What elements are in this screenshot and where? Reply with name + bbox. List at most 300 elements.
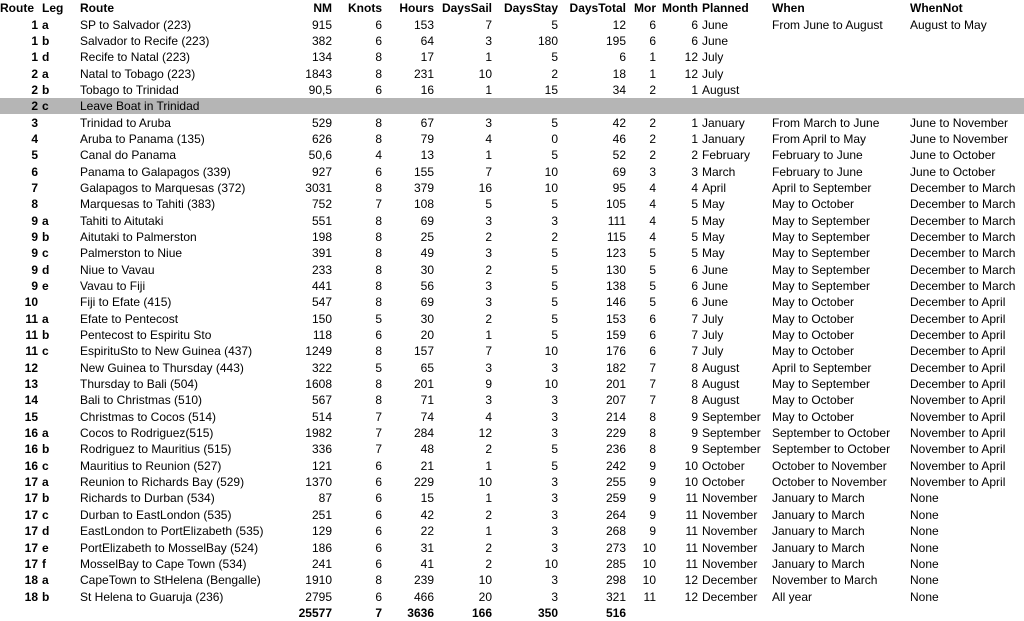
cell-when: April to September (772, 360, 872, 375)
cell-nm: 927 (311, 164, 332, 179)
cell-mor: 11 (643, 589, 656, 604)
cell-when (768, 33, 906, 49)
cell-mor: 10 (642, 556, 656, 571)
cell-leg: a (42, 17, 49, 32)
cell-nm: 186 (311, 540, 332, 555)
cell-planned: May (702, 213, 725, 228)
cell-nm: 1910 (305, 573, 332, 588)
cell-route-number: 2 (0, 98, 42, 114)
cell-whennot: December to March (910, 180, 1016, 195)
cell-knots: 7 (375, 197, 382, 212)
table-row (0, 33, 1024, 49)
table-row (0, 376, 1024, 392)
cell-planned: August (702, 82, 740, 97)
cell-leg: a (42, 213, 49, 228)
cell-knots: 8 (375, 66, 382, 81)
cell-daysstay: 15 (544, 82, 558, 97)
table-row (0, 65, 1024, 81)
table-row (0, 294, 1024, 310)
cell-mor: 8 (649, 426, 656, 441)
cell-nm: 241 (311, 556, 332, 571)
cell-month: 1 (691, 115, 698, 130)
cell-leg: b (42, 589, 50, 604)
cell-mor: 2 (649, 148, 656, 163)
cell-leg: e (42, 540, 49, 555)
cell-hours: 69 (420, 213, 434, 228)
cell-mor: 9 (649, 524, 656, 539)
cell-dayssail: 2 (485, 556, 492, 571)
cell-when: May to October (772, 328, 855, 343)
cell-daystotal: 298 (605, 573, 626, 588)
cell-mor: 9 (649, 507, 656, 522)
cell-nm: 90,5 (308, 82, 332, 97)
cell-whennot: None (910, 491, 939, 506)
cell-route-number: 9 (31, 229, 38, 244)
table-row (0, 311, 1024, 327)
cell-when: September to October (772, 442, 891, 457)
cell-hours: 15 (420, 491, 434, 506)
totals-blank (626, 605, 656, 621)
cell-when: May to October (772, 197, 855, 212)
cell-knots: 5 (375, 311, 382, 326)
cell-daystotal: 115 (606, 229, 626, 244)
cell-route: Aruba to Panama (135) (80, 131, 205, 146)
cell-dayssail: 3 (485, 393, 492, 408)
cell-route: New Guinea to Thursday (443) (80, 360, 244, 375)
cell-month: 12 (684, 589, 698, 604)
cell-mor: 9 (649, 475, 656, 490)
cell-daysstay: 5 (551, 197, 558, 212)
cell-month: 4 (691, 180, 698, 195)
table-row (0, 392, 1024, 408)
cell-month: 11 (685, 556, 698, 571)
cell-month: 3 (691, 164, 698, 179)
cell-route: Aitutaki to Palmerston (80, 229, 197, 244)
cell-nm: 233 (311, 262, 332, 277)
cell-mor: 9 (649, 491, 656, 506)
cell-leg: c (42, 507, 49, 522)
cell-month: 6 (691, 262, 698, 277)
cell-daysstay: 5 (551, 279, 558, 294)
table-row (0, 245, 1024, 261)
cell-daysstay: 5 (551, 262, 558, 277)
cell-route-number: 7 (31, 180, 38, 195)
cell-route: Vavau to Fiji (80, 279, 146, 294)
cell-knots: 6 (375, 524, 382, 539)
cell-planned: June (702, 279, 729, 294)
cell-whennot: November to April (910, 409, 1006, 424)
cell-route: Mauritius to Reunion (527) (80, 458, 222, 473)
cell-leg: d (42, 50, 50, 65)
cell-nm: 567 (311, 393, 332, 408)
cell-mor: 7 (649, 360, 656, 375)
cell-knots: 6 (375, 164, 382, 179)
cell-month: 11 (685, 491, 698, 506)
cell-daysstay: 3 (551, 573, 558, 588)
cell-leg: a (42, 426, 49, 441)
cell-knots: 6 (375, 17, 382, 32)
cell-route: Durban to EastLondon (535) (80, 507, 232, 522)
cell-when: January to March (772, 556, 865, 571)
cell-knots: 6 (375, 328, 382, 343)
cell-mor: 5 (649, 246, 656, 261)
cell-whennot (906, 33, 1024, 49)
cell-month: 7 (691, 311, 698, 326)
cell-hours: 41 (420, 556, 434, 571)
cell-nm: 1608 (305, 377, 332, 392)
table-row (0, 327, 1024, 343)
cell-month: 8 (691, 360, 698, 375)
cell-route: Marquesas to Tahiti (383) (80, 197, 216, 212)
cell-daysstay: 10 (544, 556, 558, 571)
cell-nm: 118 (312, 328, 332, 343)
cell-nm: 2795 (305, 589, 332, 604)
cell-mor: 7 (649, 377, 656, 392)
cell-route-number: 14 (24, 393, 38, 408)
cell-nm: 382 (311, 33, 332, 48)
cell-daysstay: 3 (551, 393, 558, 408)
cell-when (768, 82, 906, 98)
cell-nm: 87 (318, 491, 332, 506)
header-row (0, 0, 1024, 16)
table-row (0, 114, 1024, 130)
cell-month: 10 (684, 475, 698, 490)
cell-daysstay: 10 (544, 377, 558, 392)
cell-planned (698, 98, 768, 114)
header-leg: Leg (42, 1, 64, 16)
cell-nm: 251 (311, 507, 332, 522)
cell-route-number: 17 (24, 475, 38, 490)
cell-daysstay: 10 (544, 164, 558, 179)
cell-when: May to October (772, 393, 855, 408)
cell-knots: 6 (375, 589, 382, 604)
cell-knots: 8 (375, 377, 382, 392)
cell-dayssail: 2 (485, 442, 492, 457)
cell-planned: June (702, 17, 729, 32)
cell-knots: 7 (375, 409, 382, 424)
cell-planned: August (702, 377, 740, 392)
cell-daystotal: 95 (612, 180, 626, 195)
cell-hours: 65 (420, 360, 434, 375)
cell-daysstay: 5 (551, 311, 558, 326)
cell-hours: 153 (413, 17, 434, 32)
cell-daysstay: 3 (551, 360, 558, 375)
cell-daystotal: 176 (605, 344, 626, 359)
cell-when: From April to May (772, 131, 867, 146)
cell-mor: 4 (649, 180, 656, 195)
cell-mor: 8 (649, 409, 656, 424)
cell-planned: June (702, 295, 729, 310)
cell-nm: 336 (311, 442, 332, 457)
cell-hours: 155 (413, 164, 434, 179)
cell-route-number: 4 (31, 131, 38, 146)
total-daysstay: 350 (537, 605, 558, 620)
cell-nm: 547 (311, 295, 332, 310)
cell-whennot: November to April (910, 458, 1006, 473)
cell-daystotal: 182 (605, 360, 626, 375)
cell-when: May to October (772, 295, 855, 310)
cell-daysstay: 10 (544, 344, 558, 359)
cell-knots: 6 (375, 475, 382, 490)
totals-blank (698, 605, 768, 621)
cell-dayssail: 3 (485, 246, 492, 261)
cell-whennot: November to April (910, 426, 1006, 441)
cell-nm: 129 (311, 524, 332, 539)
total-dayssail: 166 (471, 605, 492, 620)
cell-daystotal: 321 (605, 589, 626, 604)
cell-route-number: 13 (24, 377, 38, 392)
cell-route: MosselBay to Cape Town (534) (80, 556, 247, 571)
cell-planned: May (702, 197, 725, 212)
cell-month: 5 (691, 213, 698, 228)
cell-nm: 1982 (305, 426, 332, 441)
cell-planned: October (702, 458, 745, 473)
cell-whennot: December to March (910, 246, 1016, 261)
cell-nm: 391 (311, 246, 332, 261)
table-row (0, 278, 1024, 294)
cell-when: January to March (772, 540, 865, 555)
cell-daystotal: 264 (605, 507, 626, 522)
cell-nm: 1370 (305, 475, 332, 490)
cell-dayssail: 7 (485, 17, 492, 32)
table-row (0, 490, 1024, 506)
cell-leg (42, 180, 74, 196)
cell-planned: February (702, 148, 751, 163)
cell-planned: July (702, 344, 724, 359)
totals-blank (42, 605, 74, 621)
cell-dayssail: 7 (485, 164, 492, 179)
cell-mor: 6 (649, 328, 656, 343)
cell-month: 2 (691, 148, 698, 163)
cell-route: Salvador to Recife (223) (80, 33, 210, 48)
table-row (0, 409, 1024, 425)
cell-hours: 13 (420, 148, 434, 163)
cell-whennot: August to May (910, 17, 987, 32)
cell-leg: a (42, 573, 49, 588)
cell-knots: 5 (375, 360, 382, 375)
cell-daysstay: 180 (537, 33, 558, 48)
cell-hours: 71 (420, 393, 434, 408)
table-row (0, 360, 1024, 376)
cell-month: 6 (691, 279, 698, 294)
cell-route: Canal do Panama (80, 148, 177, 163)
cell-daystotal: 138 (605, 279, 626, 294)
cell-daystotal: 34 (612, 82, 626, 97)
table-row-highlighted (0, 98, 1024, 114)
cell-mor: 2 (649, 82, 656, 97)
cell-nm: 1249 (305, 344, 332, 359)
cell-daystotal: 214 (605, 409, 626, 424)
cell-when (768, 98, 906, 114)
cell-daysstay: 3 (551, 475, 558, 490)
cell-knots: 6 (375, 507, 382, 522)
cell-month (656, 98, 698, 114)
header-knots: Knots (348, 1, 382, 16)
cell-route: PortElizabeth to MosselBay (524) (80, 540, 259, 555)
cell-planned: September (702, 426, 761, 441)
cell-dayssail: 1 (485, 82, 492, 97)
cell-nm (284, 98, 332, 114)
cell-daysstay: 10 (544, 180, 558, 195)
cell-hours: 20 (420, 328, 434, 343)
cell-mor: 10 (642, 540, 656, 555)
cell-knots: 6 (375, 491, 382, 506)
cell-month: 5 (691, 246, 698, 261)
cell-nm: 322 (311, 360, 332, 375)
cell-when: From June to August (772, 17, 883, 32)
header-mor: Mor (634, 1, 656, 16)
cell-whennot: December to April (910, 360, 1006, 375)
cell-daysstay: 5 (551, 246, 558, 261)
cell-dayssail: 1 (485, 50, 492, 65)
cell-whennot: None (910, 507, 939, 522)
cell-whennot (906, 65, 1024, 81)
totals-blank (74, 605, 284, 621)
cell-month: 6 (691, 295, 698, 310)
cell-route: SP to Salvador (223) (80, 17, 192, 32)
cell-dayssail: 3 (485, 279, 492, 294)
cell-whennot: December to April (910, 344, 1006, 359)
cell-leg: a (42, 311, 49, 326)
cell-whennot: December to April (910, 377, 1006, 392)
cell-mor: 2 (649, 115, 656, 130)
cell-route: EspirituSto to New Guinea (437) (80, 344, 253, 359)
cell-month: 12 (684, 66, 698, 81)
cell-route-number: 15 (24, 409, 38, 424)
cell-month: 8 (691, 393, 698, 408)
cell-dayssail: 2 (485, 229, 492, 244)
cell-planned: December (702, 589, 758, 604)
cell-whennot: December to March (910, 213, 1016, 228)
cell-daysstay: 3 (551, 507, 558, 522)
cell-daystotal: 229 (605, 426, 626, 441)
cell-whennot (906, 98, 1024, 114)
cell-dayssail: 1 (485, 328, 492, 343)
cell-leg: c (42, 98, 74, 114)
cell-month: 9 (691, 409, 698, 424)
cell-daysstay: 3 (551, 491, 558, 506)
cell-route: Panama to Galapagos (339) (80, 164, 231, 179)
cell-daysstay: 5 (551, 328, 558, 343)
cell-dayssail: 2 (485, 262, 492, 277)
cell-when: May to October (772, 344, 855, 359)
cell-whennot (906, 82, 1024, 98)
cell-route: Rodriguez to Mauritius (515) (80, 442, 232, 457)
cell-whennot: December to March (910, 262, 1016, 277)
cell-whennot: November to April (910, 442, 1006, 457)
cell-dayssail: 1 (485, 458, 492, 473)
cell-when: October to November (772, 458, 887, 473)
cell-knots: 6 (375, 458, 382, 473)
cell-hours: 231 (413, 66, 434, 81)
cell-leg: e (42, 279, 49, 294)
cell-daystotal: 195 (605, 33, 626, 48)
cell-whennot: December to April (910, 328, 1006, 343)
table-row (0, 180, 1024, 196)
total-nm: 25577 (298, 605, 332, 620)
cell-route-number: 18 (24, 589, 38, 604)
cell-when: May to September (772, 229, 871, 244)
cell-leg (42, 360, 74, 376)
cell-daystotal: 242 (605, 458, 626, 473)
cell-leg (42, 376, 74, 392)
cell-route: Thursday to Bali (504) (80, 377, 199, 392)
cell-mor: 6 (649, 17, 656, 32)
cell-planned: November (702, 491, 758, 506)
cell-daystotal: 268 (605, 524, 626, 539)
cell-daysstay (492, 98, 558, 114)
cell-route: Christmas to Cocos (514) (80, 409, 217, 424)
cell-dayssail: 1 (485, 524, 492, 539)
cell-mor: 6 (649, 33, 656, 48)
cell-month: 11 (685, 540, 698, 555)
cell-hours (382, 98, 434, 114)
cell-when: May to September (772, 213, 871, 228)
cell-leg: b (42, 491, 50, 506)
cell-mor: 9 (649, 458, 656, 473)
cell-hours: 379 (413, 180, 434, 195)
cell-route: Pentecost to Espiritu Sto (80, 328, 212, 343)
cell-knots: 8 (375, 213, 382, 228)
cell-daystotal: 259 (605, 491, 626, 506)
cell-daysstay: 5 (551, 115, 558, 130)
cell-route-number: 2 (31, 66, 38, 81)
cell-whennot: December to April (910, 311, 1006, 326)
cell-nm: 1843 (305, 66, 332, 81)
cell-when: February to June (772, 148, 863, 163)
cell-when: May to October (772, 311, 855, 326)
totals-blank (0, 605, 42, 621)
cell-route-number: 8 (31, 197, 38, 212)
cell-dayssail: 20 (478, 589, 492, 604)
totals-blank (768, 605, 906, 621)
cell-mor: 1 (649, 66, 656, 81)
table-row (0, 556, 1024, 572)
cell-leg (42, 114, 74, 130)
cell-planned: September (702, 409, 761, 424)
cell-route: Reunion to Richards Bay (529) (80, 475, 245, 490)
cell-when: April to September (772, 180, 872, 195)
cell-mor: 1 (649, 50, 656, 65)
total-daystotal: 516 (605, 605, 626, 620)
cell-daysstay: 2 (551, 66, 558, 81)
cell-route: Cocos to Rodriguez(515) (80, 426, 214, 441)
cell-hours: 239 (413, 573, 434, 588)
cell-mor: 10 (642, 573, 656, 588)
cell-daysstay: 3 (551, 409, 558, 424)
cell-dayssail: 1 (485, 491, 492, 506)
cell-dayssail: 5 (485, 197, 492, 212)
table-row (0, 147, 1024, 163)
cell-dayssail: 2 (485, 507, 492, 522)
cell-month: 8 (691, 377, 698, 392)
cell-daysstay: 5 (551, 17, 558, 32)
cell-route-number: 16 (24, 426, 38, 441)
header-month: Month (662, 1, 698, 16)
cell-route-number: 11 (25, 311, 38, 326)
cell-hours: 67 (420, 115, 434, 130)
cell-mor: 7 (649, 393, 656, 408)
cell-leg (42, 131, 74, 147)
cell-hours: 108 (413, 197, 434, 212)
cell-hours: 30 (420, 262, 434, 277)
cell-when: September to October (772, 426, 891, 441)
cell-dayssail: 2 (485, 311, 492, 326)
table-row (0, 474, 1024, 490)
total-hours: 3636 (407, 605, 434, 620)
cell-mor: 8 (649, 442, 656, 457)
cell-daysstay: 3 (551, 540, 558, 555)
